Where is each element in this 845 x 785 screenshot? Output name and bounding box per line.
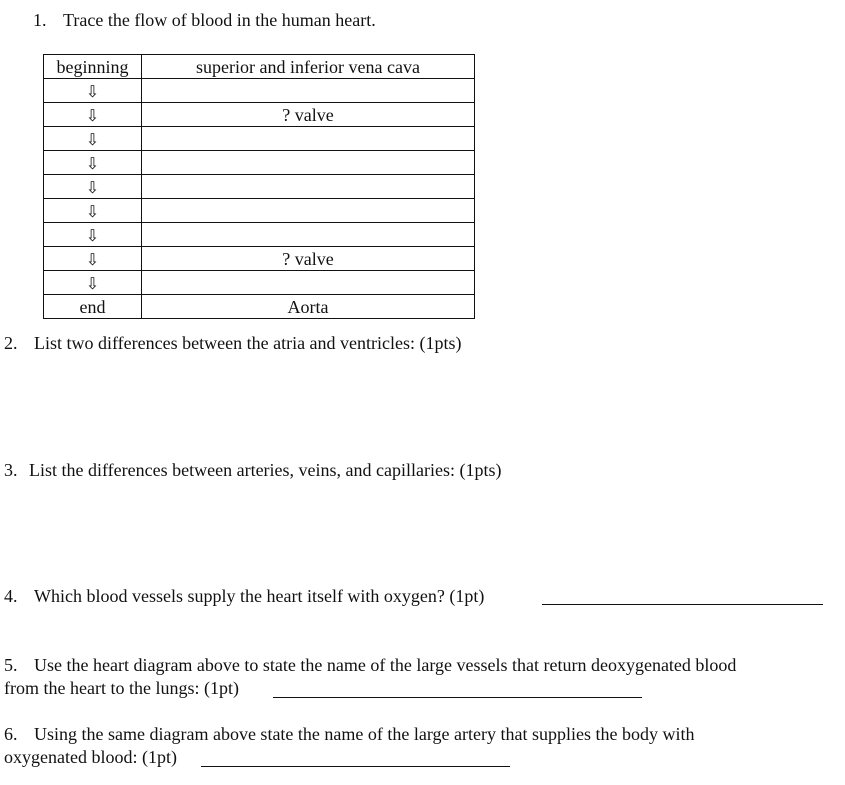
question-6-text-line1: Using the same diagram above state the name of the large artery that supplies the body with (34, 724, 695, 744)
table-row (44, 55, 475, 79)
flow-step-answer[interactable]: ? valve (142, 103, 475, 127)
question-1 (33, 9, 376, 32)
question-4-answer-line[interactable] (542, 588, 823, 605)
question-1-text: Trace the flow of blood in the human heart. (63, 10, 376, 30)
down-arrow-icon: ⇩ (85, 273, 100, 293)
flow-step-answer[interactable] (142, 175, 475, 199)
flow-step-answer[interactable]: superior and inferior vena cava (142, 55, 475, 79)
question-4 (4, 585, 484, 608)
question-3-text: List the differences between arteries, veins, and capillaries: (1pts) (29, 460, 502, 480)
table-row (44, 199, 475, 223)
flow-step-answer[interactable] (142, 223, 475, 247)
question-2-text: List two differences between the atria and ventricles: (1pts) (34, 333, 462, 353)
table-row (44, 151, 475, 175)
question-5-continued (4, 677, 239, 700)
table-row (44, 271, 475, 295)
down-arrow-icon: ⇩ (85, 129, 100, 149)
flow-step-answer[interactable] (142, 79, 475, 103)
down-arrow-icon: ⇩ (85, 201, 100, 221)
question-6 (4, 723, 694, 746)
flow-step-answer[interactable]: ? valve (142, 247, 475, 271)
down-arrow-icon: ⇩ (85, 81, 100, 101)
flow-step-answer[interactable]: Aorta (142, 295, 475, 319)
flow-step-answer[interactable] (142, 271, 475, 295)
down-arrow-icon: ⇩ (85, 153, 100, 173)
down-arrow-icon: ⇩ (85, 177, 100, 197)
flow-step-answer[interactable] (142, 151, 475, 175)
flow-step-answer[interactable] (142, 199, 475, 223)
question-2 (4, 332, 462, 355)
blood-flow-table (43, 54, 475, 319)
question-1-number: 1. (33, 10, 47, 30)
question-6-continued (4, 746, 177, 769)
question-4-number: 4. (4, 586, 18, 606)
question-6-number: 6. (4, 724, 18, 744)
table-row (44, 175, 475, 199)
question-5-text-line2: from the heart to the lungs: (1pt) (4, 678, 239, 698)
table-row (44, 127, 475, 151)
flow-step-answer[interactable] (142, 127, 475, 151)
question-5 (4, 654, 736, 677)
question-5-number: 5. (4, 655, 18, 675)
question-2-number: 2. (4, 333, 18, 353)
question-3-number: 3. (4, 460, 18, 480)
question-6-answer-line[interactable] (201, 750, 510, 767)
question-3 (4, 459, 501, 482)
flow-step-label: end (44, 295, 142, 319)
table-row (44, 79, 475, 103)
flow-step-label: beginning (44, 55, 142, 79)
table-row (44, 295, 475, 319)
table-row (44, 223, 475, 247)
question-5-text-line1: Use the heart diagram above to state the name of the large vessels that return deoxygenated blood (34, 655, 737, 675)
down-arrow-icon: ⇩ (85, 225, 100, 245)
question-6-text-line2: oxygenated blood: (1pt) (4, 747, 177, 767)
down-arrow-icon: ⇩ (85, 105, 100, 125)
question-4-text: Which blood vessels supply the heart itself with oxygen? (1pt) (34, 586, 485, 606)
question-5-answer-line[interactable] (273, 681, 642, 698)
down-arrow-icon: ⇩ (85, 249, 100, 269)
table-row (44, 103, 475, 127)
table-row (44, 247, 475, 271)
